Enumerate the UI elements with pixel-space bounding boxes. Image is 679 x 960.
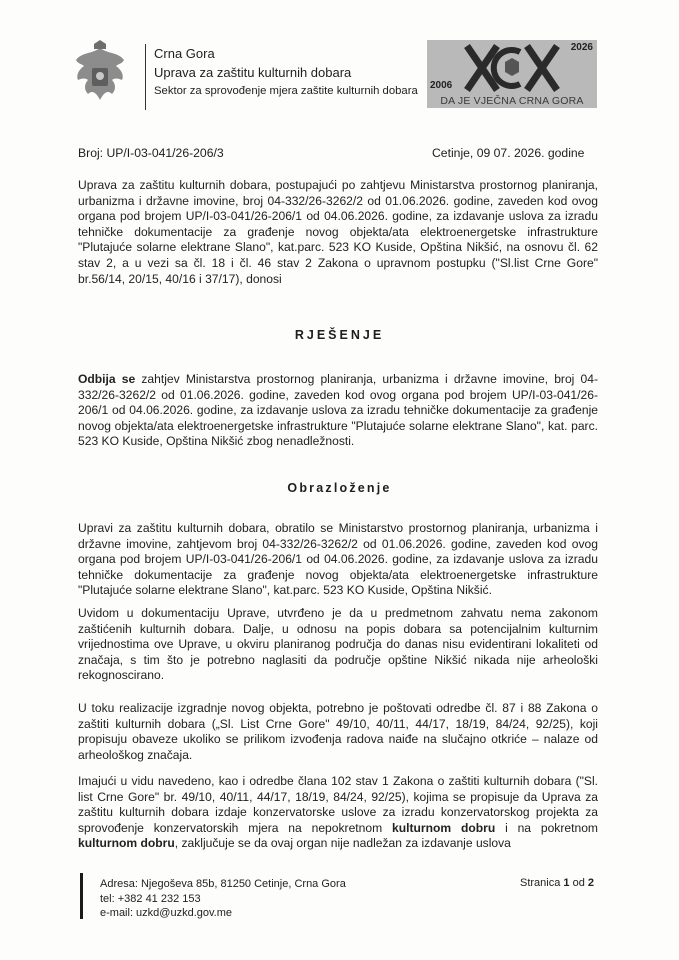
jubilee-logo (427, 40, 597, 108)
reasoning-p4-bold-2: kulturnom dobru (78, 836, 175, 851)
reasoning-paragraph-2: Uvidom u dokumentaciju Uprave, utvrđeno je da u predmetnom zahvatu nema zakonom zaštićenih kulturnih dobara. Dalje, u odnosu na popis dobara sa potencijalnim kulturnim vrijednostima ove Uprave, u okviru planiranog područja do danas nisu evidentirani lokaliteti od značaja, s tim što je potrebno naglasiti da područje opštine Nikšić nikada nije arheološki rekognoscirano. (78, 606, 598, 683)
reasoning-paragraph-3: U toku realizacije izgradnje novog objekta, potrebno je poštovati odredbe čl. 87 i 88 Zakona o zaštiti kulturnih dobara („Sl. List Crne Gore" 49/10, 40/11, 44/17, 18/19, 84/24, 92/25), koji propisuju obaveze ukoliko se prilikom izvođenja radova naiđe na slučajno otkriće – nalaze od arheološkog značaja. (78, 701, 598, 762)
page-total: 2 (587, 877, 595, 889)
reasoning-p4-text-d: , zaključuje se da ovaj organ nije nadležan za izdavanje uslova (174, 836, 511, 851)
logo-year-2006: 2006 (430, 80, 453, 91)
country-name: Crna Gora (154, 46, 215, 61)
footer-divider (80, 873, 83, 919)
logo-year-2026: 2026 (570, 42, 593, 53)
page-current: 1 (563, 877, 570, 889)
coat-of-arms-icon (72, 40, 128, 106)
logo-motto: DA JE VJEČNA CRNA GORA (440, 95, 584, 107)
decision-lead: Odbija se (78, 372, 136, 386)
page-mid: od (569, 877, 588, 889)
decision-title: RJEŠENJE (294, 328, 385, 342)
reasoning-p4-text-c: i na pokretnom (495, 820, 598, 835)
decision-paragraph (78, 372, 598, 450)
reference-number: Broj: UP/I-03-041/26-206/3 (78, 146, 224, 160)
reasoning-paragraph-1: Upravi za zaštitu kulturnih dobara, obratilo se Ministarstvo prostornog planiranja, urbanizma i državne imovine, zahtjevom broj 04-332/26-3262/2 od 01.06.2026. godine, zaveden kod ovog organa pod brojem UP/I-03-041/26-206/1 od 04.06.2026. godine, za izdavanje uslova za izradu tehničke dokumentacije za građenje novog objekta/ata elektroenergetske infrastrukture "Plutajuće solarne elektrane Slano", kat.parc. 523 KO Kuside, Opština Nikšić. (78, 521, 598, 598)
intro-paragraph: Uprava za zaštitu kulturnih dobara, postupajući po zahtjevu Ministarstva prostornog planiranja, urbanizma i državne imovine, broj 04-332/26-3262/2 od 01.06.2026. godine, zaveden kod ovog organa pod brojem UP/I-03-041/26-206/1 od 04.06.2026. godine, za izdavanje uslova za izradu tehničke dokumentacije za građenje novog objekta/ata elektroenergetske infrastrukture "Plutajuće solarne elektrane Slano", kat.parc. 523 KO Kuside, Opština Nikšić, na osnovu čl. 62 stav 2, a u vezi sa čl. 18 i čl. 46 stav 2 Zakona o upravnom postupku ("Sl.list Crne Gore" br.56/14, 20/15, 40/16 i 37/17), donosi (78, 178, 598, 286)
place-and-date: Cetinje, 09 07. 2026. godine (432, 146, 585, 160)
reasoning-p4-bold-1: kulturnom dobru (392, 820, 496, 835)
decision-text: zahtjev Ministarstva prostornog planiranja, urbanizma i državne imovine, broj 04-332/26-3262/2 od 01.06.2026. godine, zaveden kod ovog organa pod brojem UP/I-03-041/26-206/1 od 04.06.2026. godine, za izdavanje uslova za izradu tehničke dokumentacije za građenje novog objekta/ata elektroenergetske infrastrukture "Plutajuće solarne elektrane Slano", kat. parc. 523 KO Kuside, Opština Nikšić zbog nenadležnosti. (78, 372, 598, 449)
footer-address: Adresa: Njegoševa 85b, 81250 Cetinje, Crna Gora (100, 878, 346, 890)
footer-phone: tel: +382 41 232 153 (100, 892, 201, 905)
issuer-block (145, 44, 418, 110)
reasoning-paragraph-4 (78, 774, 598, 852)
reasoning-title: Obrazloženje (287, 481, 392, 495)
footer-contact (100, 877, 346, 921)
sector-name: Sektor za sprovođenje mjera zaštite kulturnih dobara (154, 85, 418, 97)
reasoning-p4-text-a: Imajući u vidu navedeno, kao i odredbe člana 102 stav 1 Zakona o zaštiti kulturnih dobara ("Sl. list Crne Gore" br. 49/10, 40/11, 44/17, 18/19, 84/24, 92/25), kojima se propisuje da Uprava za zaštitu kulturnih dobara izdaje konzervatorske uslove za izradu konzervatorskog projekta za sprovođenje konzervatorskih mjera na nepokretnom (78, 774, 598, 835)
administration-name: Uprava za zaštitu kulturnih dobara (154, 65, 352, 80)
footer-email: e-mail: uzkd@uzkd.gov.me (100, 907, 233, 919)
page-prefix: Stranica (520, 877, 564, 889)
page-number (520, 877, 594, 889)
